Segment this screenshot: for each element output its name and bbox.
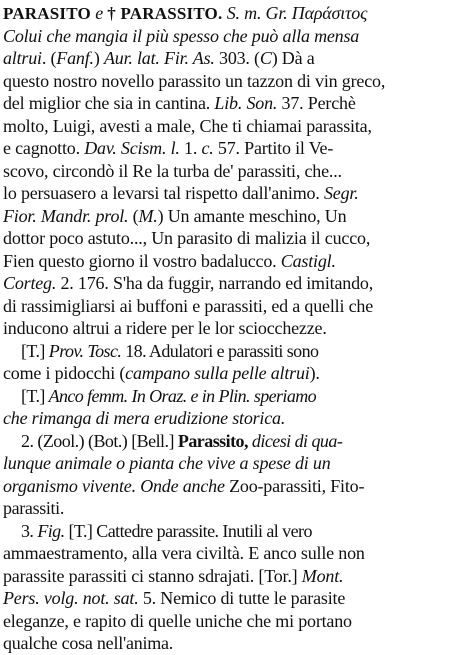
- italic-text: lunque animale o pianta che vive a spese di un: [3, 453, 331, 473]
- entry-text: 2. 176. S'ha da fuggir, narrando ed imitando,: [56, 273, 374, 293]
- entry-line: [3, 317, 467, 340]
- italic-text: organismo vivente. Onde anche: [3, 475, 225, 496]
- italic-text: Fior. Mandr. prol.: [3, 205, 129, 226]
- italic-text: Colui che mangia il più spesso che può alla mensa: [3, 25, 360, 46]
- italic-text: e: [90, 3, 108, 23]
- entry-text: inducono altrui a ridere per le lor sciocchezze.: [3, 318, 327, 338]
- entry-line: [3, 430, 467, 453]
- entry-line: [3, 475, 467, 498]
- entry-text: dottor poco astuto..., Un parasito di malizia il cucco,: [3, 228, 371, 248]
- entry-line: [3, 587, 467, 610]
- italic-text: altrui: [3, 48, 42, 68]
- entry-line: [3, 452, 467, 475]
- entry-text: ): [93, 48, 104, 68]
- entry-line: [3, 25, 467, 48]
- italic-text: Παράσιτος: [291, 3, 368, 23]
- entry-line: [3, 2, 467, 25]
- entry-line: [3, 407, 467, 430]
- italic-text: Castigl.: [280, 250, 336, 271]
- entry-line: [3, 542, 467, 565]
- italic-text: Segr.: [323, 183, 359, 203]
- entry-text: eleganze, e rapito di quelle uniche che mi portano: [3, 610, 352, 631]
- entry-text: scovo, circondò il Re la turba de' parassiti, che...: [3, 160, 342, 181]
- entry-line: [3, 47, 467, 70]
- italic-text: Fig.: [37, 520, 65, 541]
- entry-line: [3, 610, 467, 633]
- entry-line: [3, 497, 467, 520]
- italic-text: S. m. Gr.: [222, 3, 292, 23]
- entry-text: 2. (Zool.) (Bot.) [Bell.]: [21, 430, 178, 451]
- italic-text: Prov. Tosc.: [48, 340, 122, 361]
- entry-text: 5. Nemico di tutte le parasite: [138, 588, 346, 608]
- italic-text: dicesi di qua-: [247, 430, 343, 451]
- entry-text: parassite parassiti ci stanno sdrajati. [Tor.]: [3, 565, 302, 586]
- entry-text: ) Un amante meschino, Un: [157, 205, 347, 226]
- italic-text: Fanf.: [56, 48, 94, 68]
- entry-text: questo nostro novello parassito un tazzon di vin greco,: [3, 70, 386, 91]
- dictionary-entry: [3, 2, 467, 655]
- entry-text: . (: [41, 48, 57, 68]
- entry-text: 303. (: [214, 48, 260, 68]
- entry-line: [3, 227, 467, 250]
- entry-line: [3, 520, 467, 543]
- entry-line: [3, 362, 467, 385]
- entry-text: (: [128, 205, 139, 226]
- entry-text: ammaestramento, alla vera civiltà. E anco sulle non: [3, 543, 365, 563]
- entry-text: come i pidocchi (: [3, 363, 126, 383]
- entry-line: [3, 385, 467, 408]
- italic-text: Corteg.: [3, 273, 57, 293]
- entry-line: [3, 182, 467, 205]
- headword: PARASITO: [3, 4, 91, 23]
- entry-text: molto, Luigi, avesti a male, Che ti chiamai parassita,: [3, 115, 372, 136]
- entry-text: parassiti.: [3, 498, 64, 518]
- italic-text: Mont.: [301, 565, 344, 586]
- headword: † PARASSITO.: [107, 4, 223, 23]
- entry-line: [3, 250, 467, 273]
- entry-text: di rassimigliarsi ai buffoni e parassiti, ed a quelli che: [3, 295, 374, 316]
- entry-text: ) Dà a: [271, 48, 315, 68]
- entry-line: [3, 137, 467, 160]
- italic-text: campano sulla pelle altrui: [125, 363, 310, 383]
- italic-text: Lib. Son.: [214, 93, 278, 113]
- italic-text: Dav. Scism. l.: [84, 138, 180, 158]
- entry-text: Zoo-parassiti, Fito-: [224, 475, 365, 496]
- entry-line: [3, 92, 467, 115]
- entry-text: ).: [309, 363, 320, 383]
- italic-text: che rimanga di mera erudizione storica.: [3, 408, 286, 428]
- entry-text: 3.: [21, 520, 38, 541]
- italic-text: c.: [201, 138, 214, 158]
- bold-term: Parassito,: [177, 430, 248, 451]
- entry-line: [3, 205, 467, 228]
- entry-line: [3, 295, 467, 318]
- entry-text: [T.] Cattedre parassite. Inutili al vero: [64, 520, 312, 541]
- entry-line: [3, 115, 467, 138]
- entry-text: e cagnotto.: [3, 138, 85, 158]
- entry-text: 1.: [179, 138, 202, 158]
- entry-line: [3, 565, 467, 588]
- entry-text: del miglior che sia in cantina.: [3, 93, 215, 113]
- italic-text: C: [259, 48, 272, 68]
- entry-text: [T.]: [21, 385, 49, 406]
- entry-line: [3, 272, 467, 295]
- entry-text: 57. Partito il Ve-: [213, 138, 334, 158]
- entry-text: lo persuasero a levarsi tal rispetto dall'animo.: [3, 183, 324, 203]
- entry-text: qualche cosa nell'anima.: [3, 633, 174, 653]
- italic-text: Anco femm. In Oraz. e in Plin. speriamo: [48, 385, 317, 406]
- italic-text: Pers. volg. not. sat.: [3, 588, 139, 608]
- italic-text: Aur. lat. Fir. As.: [103, 48, 215, 68]
- entry-text: 37. Perchè: [277, 93, 356, 113]
- entry-text: Fien questo giorno il vostro badalucco.: [3, 250, 281, 271]
- entry-line: [3, 632, 467, 655]
- entry-line: [3, 160, 467, 183]
- entry-line: [3, 340, 467, 363]
- entry-text: 18. Adulatori e parassiti sono: [121, 340, 319, 361]
- entry-text: [T.]: [21, 340, 49, 361]
- italic-text: M.: [138, 205, 158, 226]
- entry-line: [3, 70, 467, 93]
